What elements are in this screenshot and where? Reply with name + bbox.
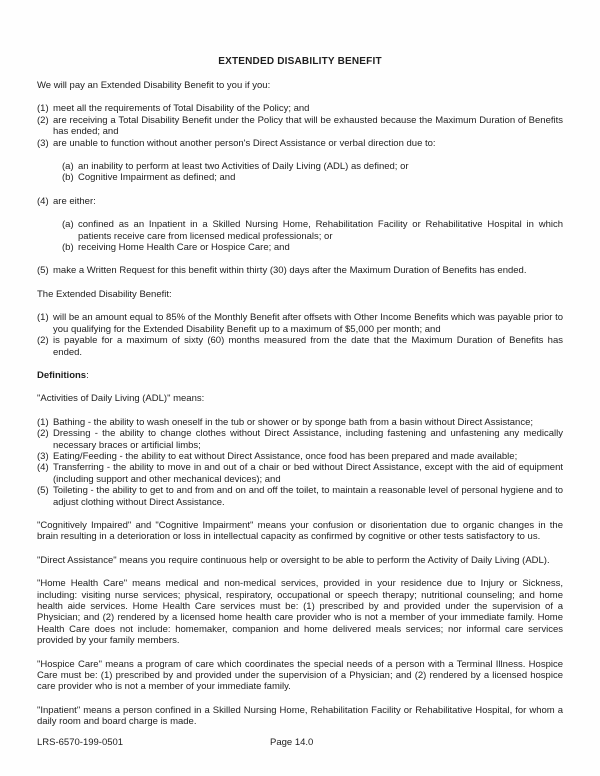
list-item-text: Eating/Feeding - the ability to eat without Direct Assistance, once food has been prepared and made available; [53, 450, 518, 462]
form-number: LRS-6570-199-0501 [37, 737, 124, 748]
list-item-marker: (2) [37, 335, 49, 347]
intro-paragraph: We will pay an Extended Disability Benefit to you if you: [37, 80, 271, 91]
list-item-marker: (4) [37, 462, 49, 474]
adl-definition-intro: "Activities of Daily Living (ADL)" means: [37, 393, 205, 405]
list-item-marker: (a) [62, 161, 74, 173]
list-item-text: make a Written Request for this benefit within thirty (30) days after the Maximum Duration of Benefits has ended. [53, 265, 527, 277]
benefit-terms [37, 312, 563, 358]
list-item [37, 103, 563, 114]
list-item-text: Cognitive Impairment as defined; and [78, 172, 236, 184]
list-item-marker: (3) [37, 137, 49, 149]
direct-assistance-definition: "Direct Assistance" means you require continuous help or oversight to be able to perform the Activity of Daily Living (ADL). [37, 554, 550, 566]
document-body [37, 80, 563, 728]
adl-list [37, 417, 563, 508]
list-item [62, 219, 563, 242]
list-item [37, 265, 563, 276]
list-item [62, 242, 563, 253]
list-item-text: receiving Home Health Care or Hospice Care; and [78, 242, 290, 254]
condition-4-subitems [62, 219, 563, 253]
list-item [37, 485, 563, 508]
page-number: Page 14.0 [270, 737, 314, 748]
page-footer [37, 737, 563, 748]
list-item [37, 462, 563, 485]
list-item-text: are either: [53, 195, 96, 207]
list-item-marker: (5) [37, 485, 49, 497]
list-item-text: meet all the requirements of Total Disability of the Policy; and [53, 103, 310, 115]
list-item-marker: (2) [37, 428, 49, 440]
definitions-heading: Definitions: [37, 369, 89, 381]
inpatient-definition: "Inpatient" means a person confined in a Skilled Nursing Home, Rehabilitation Facility or Rehabilitative Hospital, for whom a daily room and board charge is made. [37, 704, 563, 728]
hospice-care-definition: "Hospice Care" means a program of care which coordinates the special needs of a person with a Terminal Illness. Hospice Care must be: (1) prescribed by and provided under the supervision of a Physician; and (2) rendered by a licensed hospice care provider who is not a member of your immediate family. [37, 658, 563, 693]
eligibility-condition-4 [37, 196, 563, 207]
section-heading-text: Definitions [37, 369, 87, 381]
list-item-marker: (b) [62, 242, 74, 254]
home-health-care-definition: "Home Health Care" means medical and non-medical services, provided in your residence due to Injury or Sickness, including: visiting nurse services; physical, respiratory, occupational or speech therapy; nutritional counseling; and home health aide services. Home Health Care services must be: (1) prescribed by and provided under the supervision of a Physician; and (2) rendered by a licensed home health care provider who is not a member of your immediate family. Home Health Care does not include: homemaker, companion and home delivered meals services; nor informal care services provided by your family members. [37, 578, 563, 647]
list-item-marker: (4) [37, 195, 49, 207]
list-item-text: is payable for a maximum of sixty (60) months measured from the date that the Maximum Duration of Benefits has ended. [53, 335, 563, 358]
list-item-text: are unable to function without another person's Direct Assistance or verbal direction due to: [53, 137, 436, 149]
list-item [37, 196, 563, 207]
document-content [37, 56, 563, 728]
list-item-text: are receiving a Total Disability Benefit under the Policy that will be exhausted because the Maximum Duration of Benefits has ended; and [53, 114, 563, 138]
list-item [62, 161, 563, 172]
list-item [37, 417, 563, 428]
list-item-marker: (3) [37, 450, 49, 462]
cognitive-impairment-definition: "Cognitively Impaired" and "Cognitive Impairment" means your confusion or disorientation due to organic changes in the brain resulting in a deterioration or loss in intellectual capacity as confirmed by cognitive or other tests satisfactory to us. [37, 519, 563, 543]
list-item-marker: (5) [37, 265, 49, 277]
list-item-marker: (1) [37, 416, 49, 428]
list-item-text: an inability to perform at least two Activities of Daily Living (ADL) as defined; or [78, 161, 409, 173]
list-item [37, 335, 563, 358]
list-item [37, 428, 563, 451]
list-item-text: Dressing - the ability to change clothes without Direct Assistance, including fastening and unfastening any medically necessary braces or artificial limbs; [53, 428, 563, 451]
list-item-text: Toileting - the ability to get to and from and on and off the toilet, to maintain a reasonable level of personal hygiene and to adjust clothing without Direct Assistance. [53, 485, 563, 508]
eligibility-conditions-1-3 [37, 103, 563, 149]
list-item-marker: (b) [62, 172, 74, 184]
list-item [62, 172, 563, 183]
page-title: EXTENDED DISABILITY BENEFIT [218, 56, 382, 67]
list-item-marker: (2) [37, 114, 49, 126]
benefit-intro-paragraph: The Extended Disability Benefit: [37, 288, 172, 300]
list-item-text: Bathing - the ability to wash oneself in the tub or shower or by sponge bath from a basin without Direct Assistance; [53, 416, 534, 428]
eligibility-condition-5 [37, 265, 563, 276]
list-item [37, 312, 563, 335]
list-item-text: will be an amount equal to 85% of the Monthly Benefit after offsets with Other Income Benefits which was payable prior to you qualifying for the Extended Disability Benefit up to a maximum of $5,000 per month; and [53, 312, 563, 335]
list-item-marker: (1) [37, 312, 49, 324]
list-item [37, 115, 563, 138]
list-item-marker: (1) [37, 103, 49, 115]
list-item [37, 138, 563, 149]
list-item-text: confined as an Inpatient in a Skilled Nursing Home, Rehabilitation Facility or Rehabilitative Hospital in which patients receive care from licensed medical professionals; or [78, 219, 563, 242]
condition-3-subitems [62, 161, 563, 184]
list-item-marker: (a) [62, 219, 74, 231]
list-item [37, 451, 563, 462]
list-item-text: Transferring - the ability to move in and out of a chair or bed without Direct Assistance, except with the aid of equipment (including support and other mechanical devices); and [53, 462, 563, 485]
